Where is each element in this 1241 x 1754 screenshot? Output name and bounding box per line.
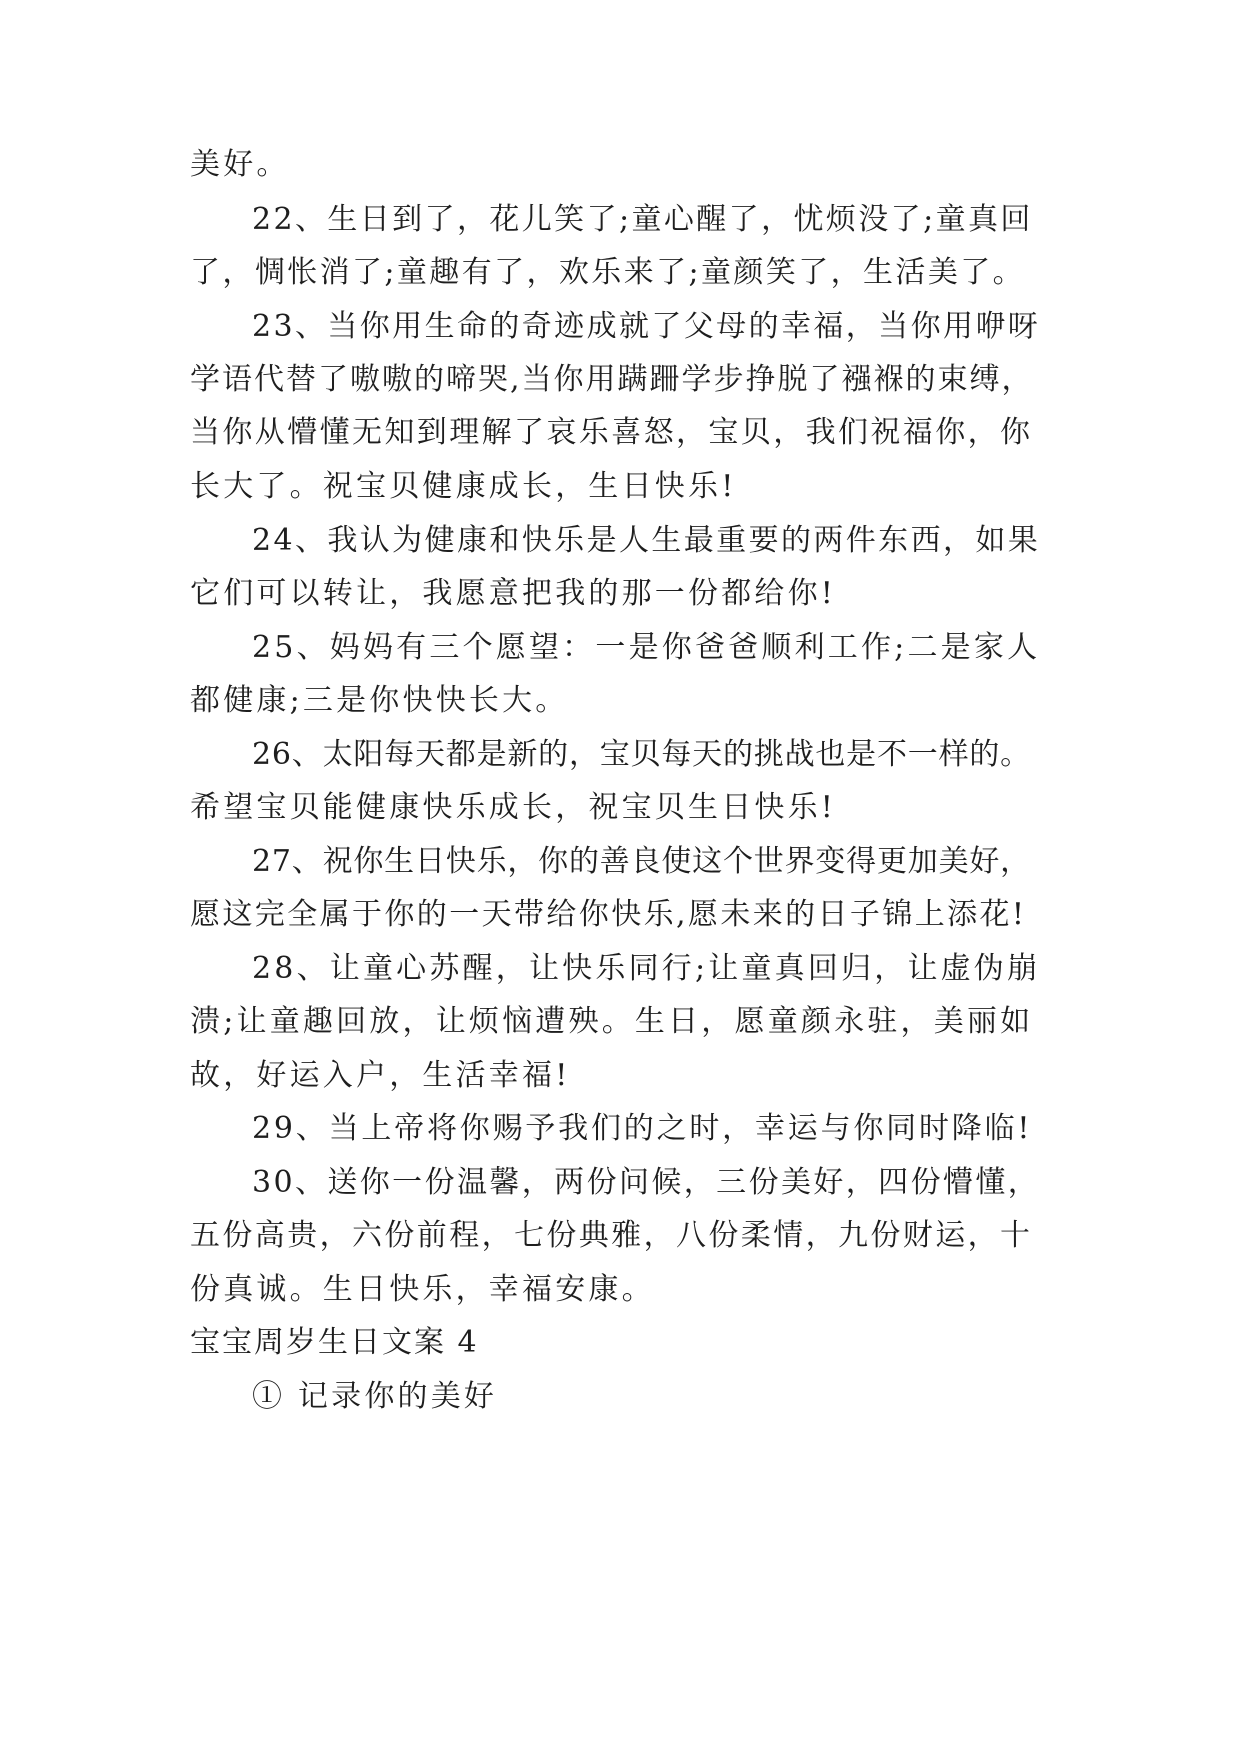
text-line: 长大了。祝宝贝健康成长，生日快乐! xyxy=(190,469,737,504)
text-line: 希望宝贝能健康快乐成长，祝宝贝生日快乐! xyxy=(190,790,837,825)
text-line: 24、我认为健康和快乐是人生最重要的两件东西，如果 xyxy=(252,523,1041,558)
text-line: 25、妈妈有三个愿望：一是你爸爸顺利工作;二是家人 xyxy=(252,630,1041,665)
text-line: 溃;让童趣回放，让烦恼遭殃。生日，愿童颜永驻，美丽如 xyxy=(190,1004,1034,1039)
list-item: ① 记录你的美好 xyxy=(252,1379,498,1414)
text-line: 28、让童心苏醒，让快乐同行;让童真回归，让虚伪崩 xyxy=(252,951,1041,986)
text-line: 它们可以转让，我愿意把我的那一份都给你! xyxy=(190,576,837,611)
text-line: 都健康;三是你快快长大。 xyxy=(190,683,569,718)
text-line: 学语代替了嗷嗷的啼哭,当你用蹒跚学步挣脱了襁褓的束缚， xyxy=(190,362,1034,397)
text-line: 愿这完全属于你的一天带给你快乐,愿未来的日子锦上添花! xyxy=(190,897,1027,932)
text-line: 当你从懵懂无知到理解了哀乐喜怒，宝贝，我们祝福你，你 xyxy=(190,415,1033,450)
text-line: 23、当你用生命的奇迹成就了父母的幸福，当你用咿呀 xyxy=(252,309,1041,344)
text-line: 29、当上帝将你赐予我们的之时，幸运与你同时降临! xyxy=(252,1111,1033,1146)
text-line: 27、祝你生日快乐，你的善良使这个世界变得更加美好， xyxy=(252,844,1031,879)
text-line: 份真诚。生日快乐，幸福安康。 xyxy=(190,1272,655,1307)
section-heading: 宝宝周岁生日文案 4 xyxy=(190,1325,479,1360)
text-line: 美好。 xyxy=(190,147,290,182)
text-line: 30、送你一份温馨，两份问候，三份美好，四份懵懂， xyxy=(252,1165,1041,1200)
text-line: 故，好运入户，生活幸福! xyxy=(190,1058,571,1093)
text-line: 五份高贵，六份前程，七份典雅，八份柔情，九份财运，十 xyxy=(190,1218,1033,1253)
text-line: 22、生日到了，花儿笑了;童心醒了，忧烦没了;童真回 xyxy=(252,202,1033,237)
text-line: 了，惆怅消了;童趣有了，欢乐来了;童颜笑了，生活美了。 xyxy=(190,255,1026,290)
text-line: 26、太阳每天都是新的，宝贝每天的挑战也是不一样的。 xyxy=(252,737,1031,772)
